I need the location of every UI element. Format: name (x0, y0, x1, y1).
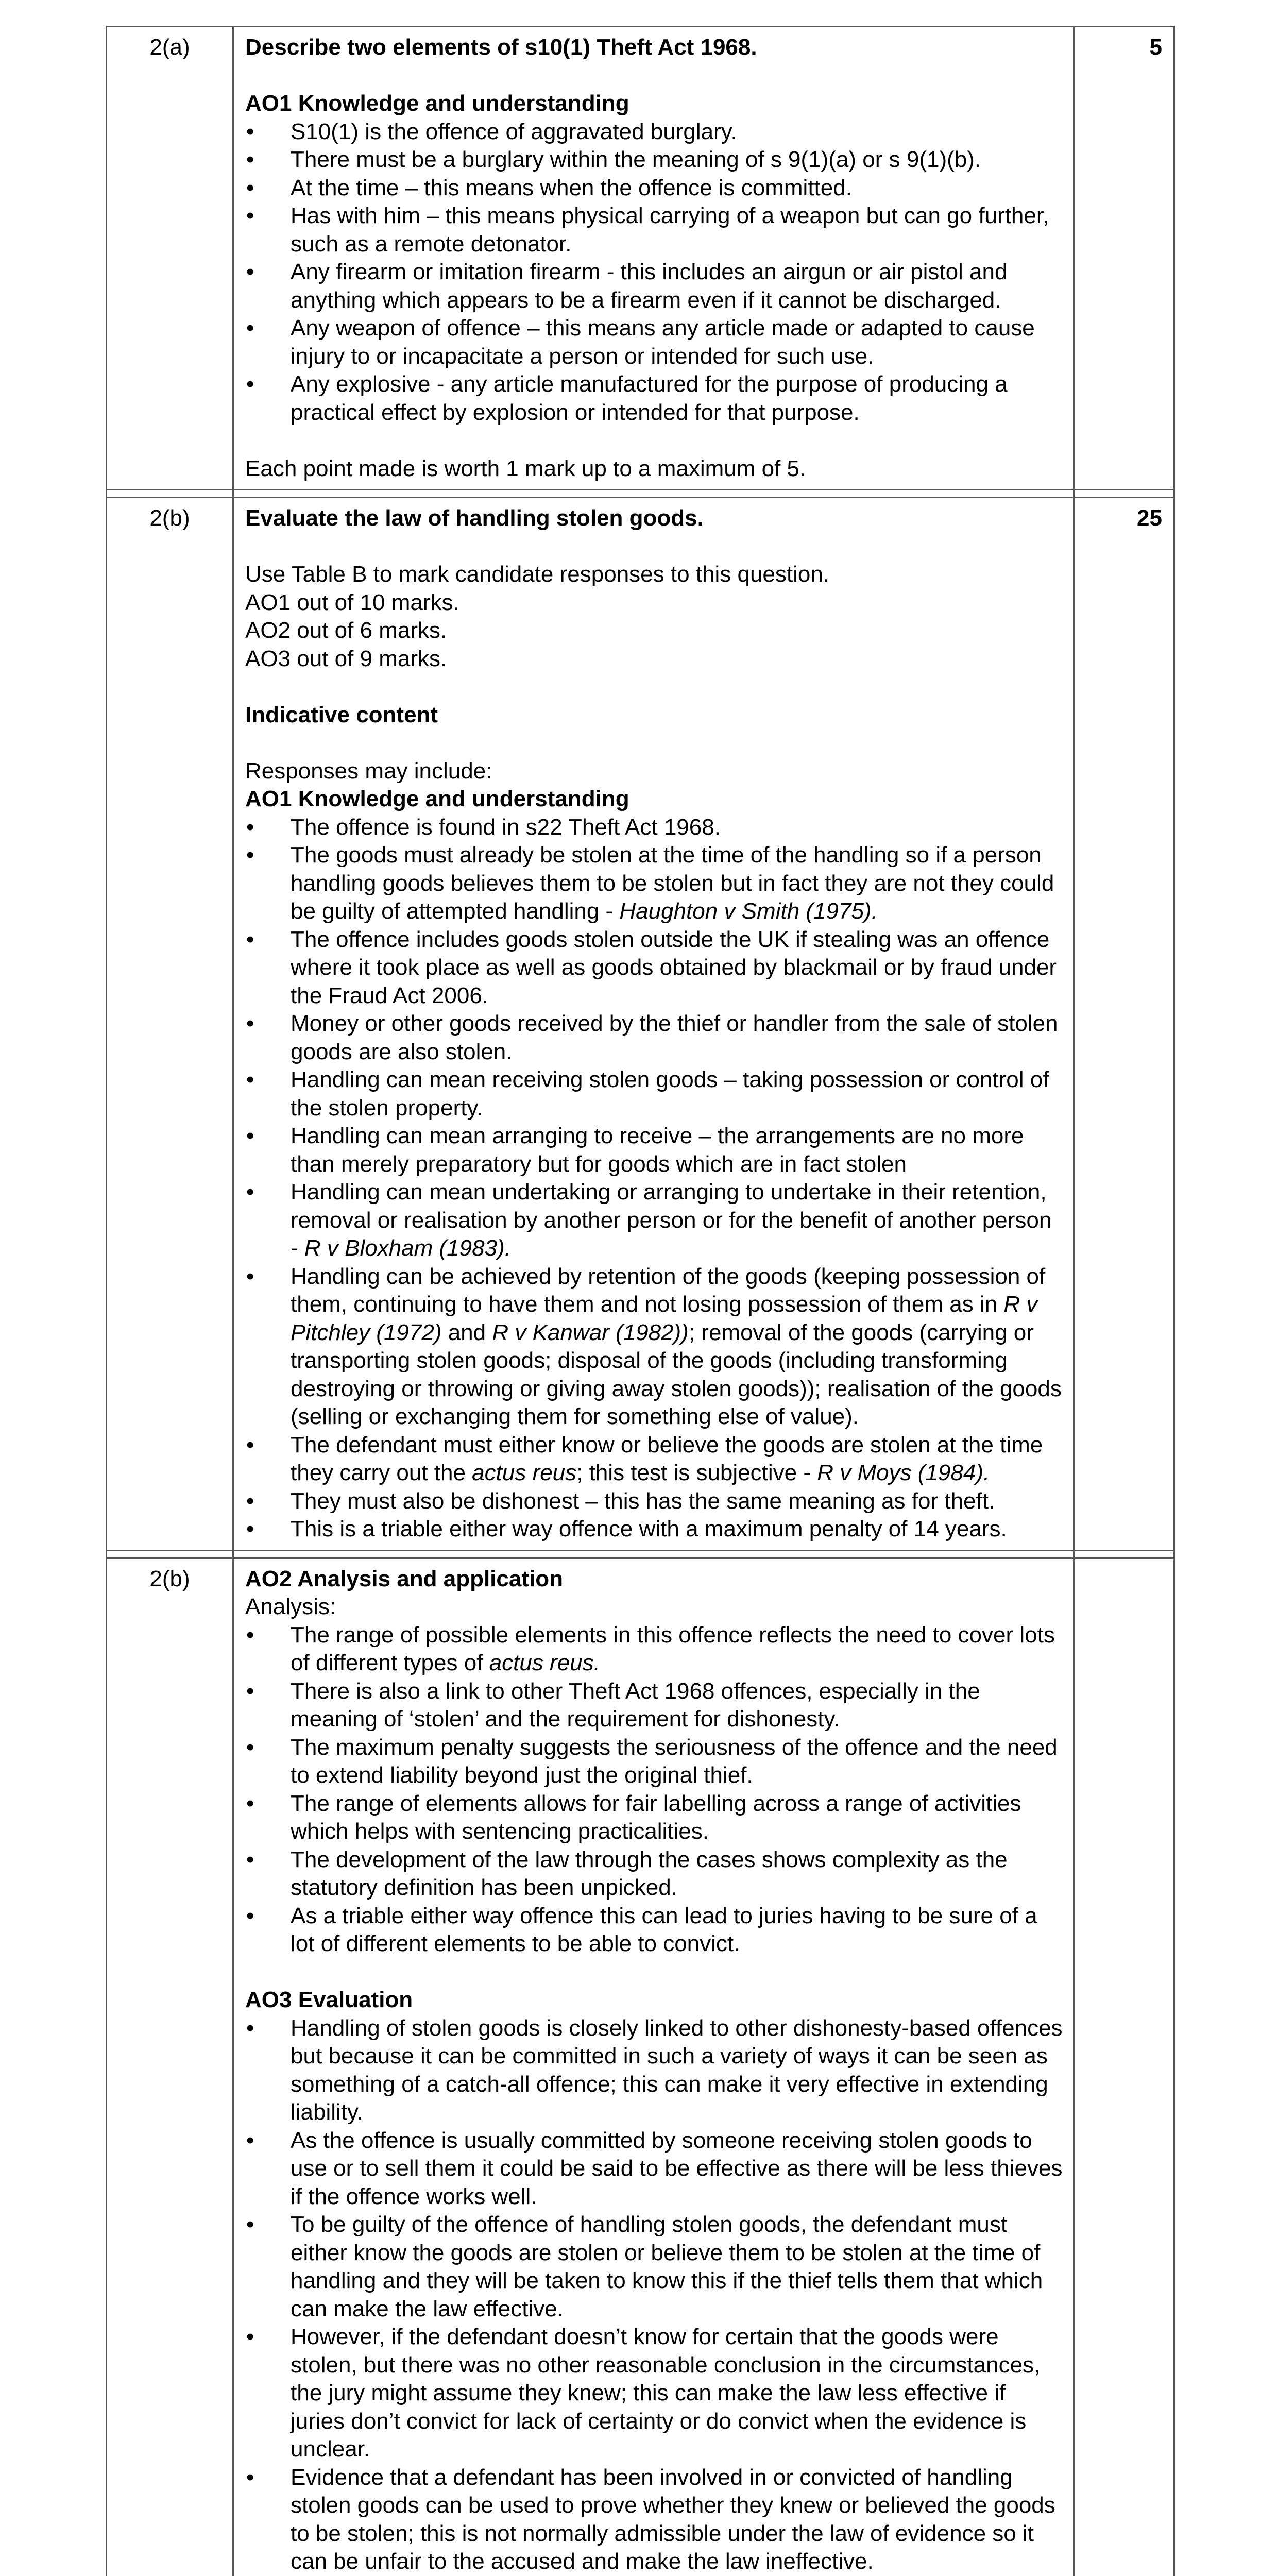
point-text: The goods must already be stolen at the time of the handling so if a person handling goods believes them to be stolen but in fact they are not they could be guilty of attempted handling - (291, 842, 1054, 924)
list-item: • At the time – this means when the offence is committed. (245, 174, 1063, 202)
question-text: Evaluate the law of handling stolen goods. (245, 505, 704, 531)
list-item: • The offence includes goods stolen outside the UK if stealing was an offence where it took place as well as goods obtained by blackmail or by fraud under the Fraud Act 2006. (245, 926, 1063, 1010)
mark-scheme-table (106, 26, 1175, 2576)
question-marks: 5 (1075, 27, 1174, 490)
list-item: • Any firearm or imitation firearm - this includes an airgun or air pistol and anything which appears to be a firearm even if it cannot be discharged. (245, 258, 1063, 314)
analysis-label: Analysis: (245, 1594, 336, 1619)
legal-term: actus reus (472, 1460, 577, 1485)
question-2b-continued-row (107, 1558, 1174, 2576)
ao3-point-list (245, 2014, 1063, 2576)
question-2a-row (107, 27, 1174, 490)
ao1-heading: AO1 Knowledge and understanding (245, 91, 629, 116)
row-separator (107, 490, 1174, 498)
point-text: ; this test is subjective - (576, 1460, 817, 1485)
list-item: • As the offence is usually committed by someone receiving stolen goods to use or to sell them it could be said to be effective as there will be less thieves if the offence works well. (245, 2127, 1063, 2211)
question-guidance (233, 27, 1075, 490)
case-citation: R v Moys (1984). (817, 1460, 990, 1485)
table-b-instruction: Use Table B to mark candidate responses to this question. (245, 562, 830, 587)
list-item: • However, if the defendant doesn’t know for certain that the goods were stolen, but there was no other reasonable conclusion in the circumstances, the jury might assume they knew; this can make the law less effective if juries don’t convict for lack of certainty or do convict when the evidence is unclear. (245, 2323, 1063, 2464)
list-item: • The offence is found in s22 Theft Act 1968. (245, 814, 1063, 842)
list-item: • Has with him – this means physical carrying of a weapon but can go further, such as a remote detonator. (245, 202, 1063, 258)
question-marks: 25 (1075, 498, 1174, 1551)
case-citation: Haughton v Smith (1975). (619, 899, 878, 924)
case-citation: R v Bloxham (1983). (304, 1235, 511, 1261)
list-item: • The maximum penalty suggests the seriousness of the offence and the need to extend liability beyond just the original thief. (245, 1734, 1063, 1790)
list-item (245, 1621, 1063, 1677)
question-number: 2(a) (107, 27, 233, 490)
ao1-point-list (245, 118, 1063, 427)
list-item (245, 1431, 1063, 1487)
list-item: • Handling can mean arranging to receive – the arrangements are no more than merely preparatory but for goods which are in fact stolen (245, 1122, 1063, 1178)
question-number: 2(b) (107, 1558, 233, 2576)
point-text: and (441, 1319, 492, 1345)
list-item (245, 1178, 1063, 1263)
list-item: • As a triable either way offence this can lead to juries having to be sure of a lot of different elements to be able to convict. (245, 1902, 1063, 1958)
list-item: • Handling can mean receiving stolen goods – taking possession or control of the stolen property. (245, 1066, 1063, 1122)
point-text: The range of possible elements in this offence reflects the need to cover lots of different types of (291, 1622, 1055, 1675)
list-item: • Money or other goods received by the thief or handler from the sale of stolen goods are also stolen. (245, 1010, 1063, 1066)
list-item: • Handling of stolen goods is closely linked to other dishonesty-based offences but because it can be committed in such a variety of ways it can be seen as something of a catch-all offence; this can make it very effective in extending liability. (245, 2014, 1063, 2127)
case-citation: R v Pitchley (1972) (291, 1292, 1038, 1345)
row-separator (107, 1550, 1174, 1558)
list-item: • There must be a burglary within the meaning of s 9(1)(a) or s 9(1)(b). (245, 146, 1063, 174)
ao2-allocation: AO2 out of 6 marks. (245, 618, 447, 643)
list-item: • The development of the law through the cases shows complexity as the statutory definition has been unpicked. (245, 1846, 1063, 1902)
responses-intro: Responses may include: (245, 758, 492, 784)
point-text: Handling can be achieved by retention of the goods (keeping possession of them, continuing to have them and not losing possession of them as in (291, 1263, 1046, 1317)
ao3-heading: AO3 Evaluation (245, 1987, 413, 2012)
list-item (245, 841, 1063, 926)
list-item (245, 1263, 1063, 1431)
list-item: • S10(1) is the offence of aggravated burglary. (245, 118, 1063, 146)
ao1-allocation: AO1 out of 10 marks. (245, 589, 459, 615)
list-item: • To be guilty of the offence of handling stolen goods, the defendant must either know the goods are stolen or believe them to be stolen at the time of handling and they will be taken to know this if the thief tells them that which can make the law effective. (245, 2211, 1063, 2323)
mark-scheme-page (106, 26, 1173, 2576)
point-text: The defendant must either know or believe the goods are stolen at the time they carry out the (291, 1432, 1043, 1485)
list-item: • Any explosive - any article manufactured for the purpose of producing a practical effect by explosion or intended for that purpose. (245, 370, 1063, 427)
point-text: ; removal of the goods (carrying or transporting stolen goods; disposal of the goods (including transforming destroying or throwing or giving away stolen goods)); realisation of the goods (selling or exchanging them for something else of value). (291, 1319, 1062, 1429)
question-2b-row (107, 498, 1174, 1551)
question-guidance (233, 1558, 1075, 2576)
list-item: • Evidence that a defendant has been involved in or convicted of handling stolen goods can be used to prove whether they knew or believed the goods to be stolen; this is not normally admissible under the law of evidence so it can be unfair to the accused and make the law ineffective. (245, 2464, 1063, 2576)
case-citation: R v Kanwar (1982)) (492, 1319, 689, 1345)
ao2-point-list (245, 1621, 1063, 1958)
question-text: Describe two elements of s10(1) Theft Act 1968. (245, 35, 757, 60)
list-item: • The range of elements allows for fair labelling across a range of activities which helps with sentencing practicalities. (245, 1790, 1063, 1846)
indicative-content-heading: Indicative content (245, 702, 438, 727)
ao1-heading: AO1 Knowledge and understanding (245, 786, 629, 811)
ao1-point-list (245, 814, 1063, 1544)
list-item: • There is also a link to other Theft Act 1968 offences, especially in the meaning of ‘stolen’ and the requirement for dishonesty. (245, 1677, 1063, 1734)
question-guidance (233, 498, 1075, 1551)
point-text: Handling can mean undertaking or arranging to undertake in their retention, removal or realisation by another person or for the benefit of another person - (291, 1179, 1052, 1261)
ao2-heading: AO2 Analysis and application (245, 1566, 563, 1591)
legal-term: actus reus. (489, 1650, 600, 1675)
question-number: 2(b) (107, 498, 233, 1551)
marking-note: Each point made is worth 1 mark up to a maximum of 5. (245, 455, 806, 481)
marks-cell-empty (1075, 1558, 1174, 2576)
list-item: • They must also be dishonest – this has the same meaning as for theft. (245, 1487, 1063, 1516)
list-item: • This is a triable either way offence with a maximum penalty of 14 years. (245, 1515, 1063, 1544)
list-item: • Any weapon of offence – this means any article made or adapted to cause injury to or incapacitate a person or intended for such use. (245, 314, 1063, 370)
ao3-allocation: AO3 out of 9 marks. (245, 646, 447, 671)
